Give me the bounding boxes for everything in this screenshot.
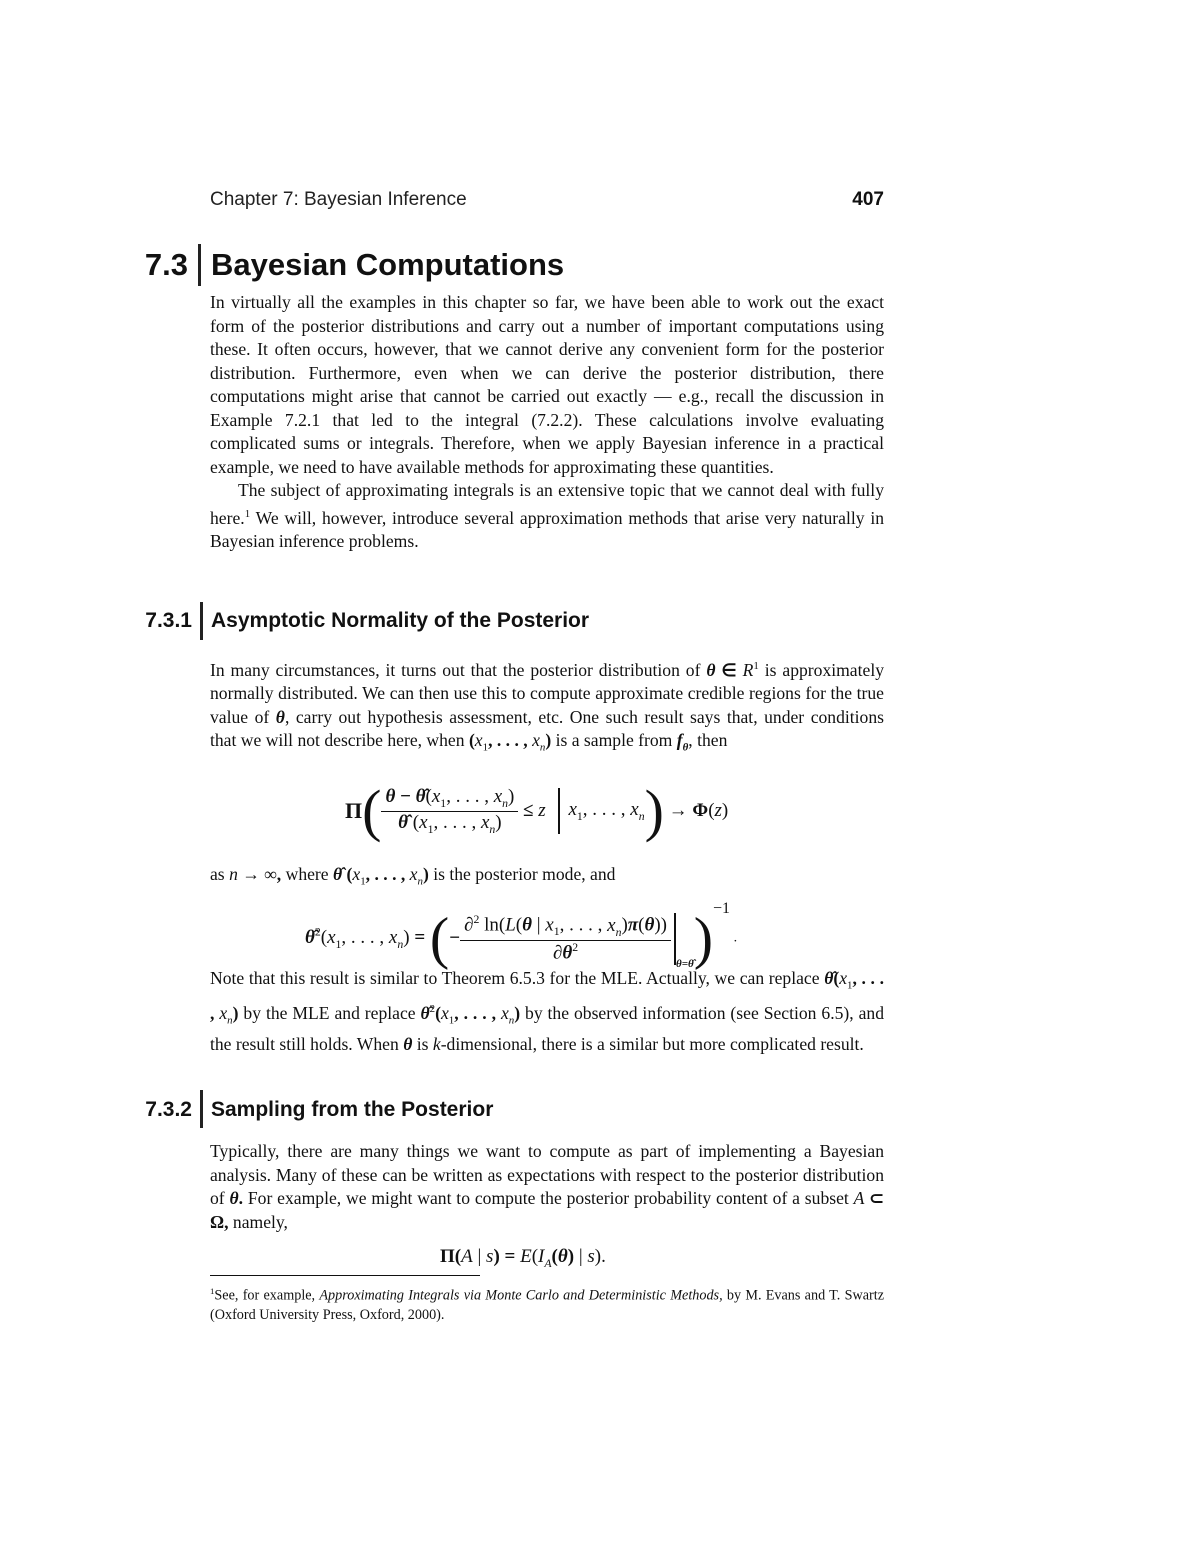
equation-posterior-variance: $\thetâ^2(x_1$, . . . , $x_n$) = (− $\frac{\partial^2 \ln(L(\theta | x_1, . . . , x_n)\pi(\theta))}{\partial\theta^2}$ $_{\theta=\thetâ}$)$^{-1}$ . — [305, 900, 738, 971]
equation-posterior-probability: Π(A | $s) = E(I_A(\theta)$ | s). — [440, 1246, 606, 1270]
footnote-marker: 1 — [210, 1286, 215, 1296]
section-bar — [198, 244, 201, 286]
running-header: Chapter 7: Bayesian Inference — [210, 189, 467, 210]
equation-asymptotic-normality: Π( $\frac{\theta - \thetâ(x_1, . . . , x_n)}{\thetâ (x_1, . . . , x_n)}$ ≤ z $x_1$, . . . , $x_n) \to \Phi(z)$ — [345, 778, 729, 843]
sub1-paragraph-3: Note that this result is similar to Theorem 6.5.3 for the MLE. Actually, we can replace $\thetâ(x_1$, . . . , $x_n$) by the MLE and replace $\thetâ^2(x_1$, . . . , $x_n$) by the observed information (see Section 6.5), and the result still holds. When θ is k-dimensional, there is a similar but more complicated result. — [210, 968, 884, 1054]
subsection-number-2: 7.3.2 — [145, 1098, 192, 1121]
subsection-bar-2 — [200, 1090, 203, 1128]
section-title: Bayesian Computations — [211, 247, 565, 282]
intro-paragraph-1: In virtually all the examples in this chapter so far, we have been able to work out the exact form of the posterior distributions and carry out a number of important computations using these. It often occurs, however, that we cannot derive any convenient form for the posterior distribution. Furthermore, even when we can derive the posterior distribution, there computations might arise that cannot be carried out exactly — e.g., recall the discussion in Example 7.2.1 that led to the integral (7.2.2). These calculations involve evaluating complicated sums or integrals. Therefore, when we apply Bayesian inference in a practical example, we need to have available methods for approximating these quantities. — [210, 292, 884, 477]
intro-text — [210, 291, 884, 553]
footnote-rule — [210, 1275, 480, 1276]
sub2-paragraph-1: Typically, there are many things we want to compute as part of implementing a Bayesian analysis. Many of these can be written as expectations with respect to the posterior distribution of θ. For example, we might want to compute the posterior probability content of a subset A ⊂ Ω, namely, — [210, 1141, 884, 1232]
footnote: $^1$See, for example, Approximating Integrals via Monte Carlo and Deterministic Methods, by M. Evans and T. Swartz (Oxford University Press, Oxford, 2000). — [210, 1286, 884, 1324]
subsection-bar-1 — [200, 602, 203, 640]
subsection-number-1: 7.3.1 — [145, 609, 192, 632]
sub1-paragraph-1: In many circumstances, it turns out that the posterior distribution of θ ∈ $R^1$ is approximately normally distributed. We can then use this to compute approximate credible regions for the true value of θ, carry out hypothesis assessment, etc. One such result says that, under conditions that we will not describe here, when ($x_1$, . . . , $x_n$) is a sample from $f_\theta$, then — [210, 659, 884, 754]
page-number: 407 — [852, 189, 884, 210]
footnote-ref[interactable]: 1 — [244, 507, 251, 520]
intro-paragraph-2: The subject of approximating integrals is an extensive topic that we cannot deal with fully here.$^1$ We will, however, introduce several approximation methods that arise very naturally in Bayesian inference problems. — [210, 480, 884, 551]
sub1-paragraph-2: as n → ∞, where θ̂ ($x_1$, . . . , $x_n$) is the posterior mode, and — [210, 864, 616, 888]
subsection-title-1: Asymptotic Normality of the Posterior — [211, 609, 590, 632]
footnote-book-title: Approximating Integrals via Monte Carlo and Deterministic Methods, — [319, 1287, 723, 1304]
section-number: 7.3 — [144, 247, 188, 282]
subsection-title-2: Sampling from the Posterior — [211, 1098, 494, 1121]
